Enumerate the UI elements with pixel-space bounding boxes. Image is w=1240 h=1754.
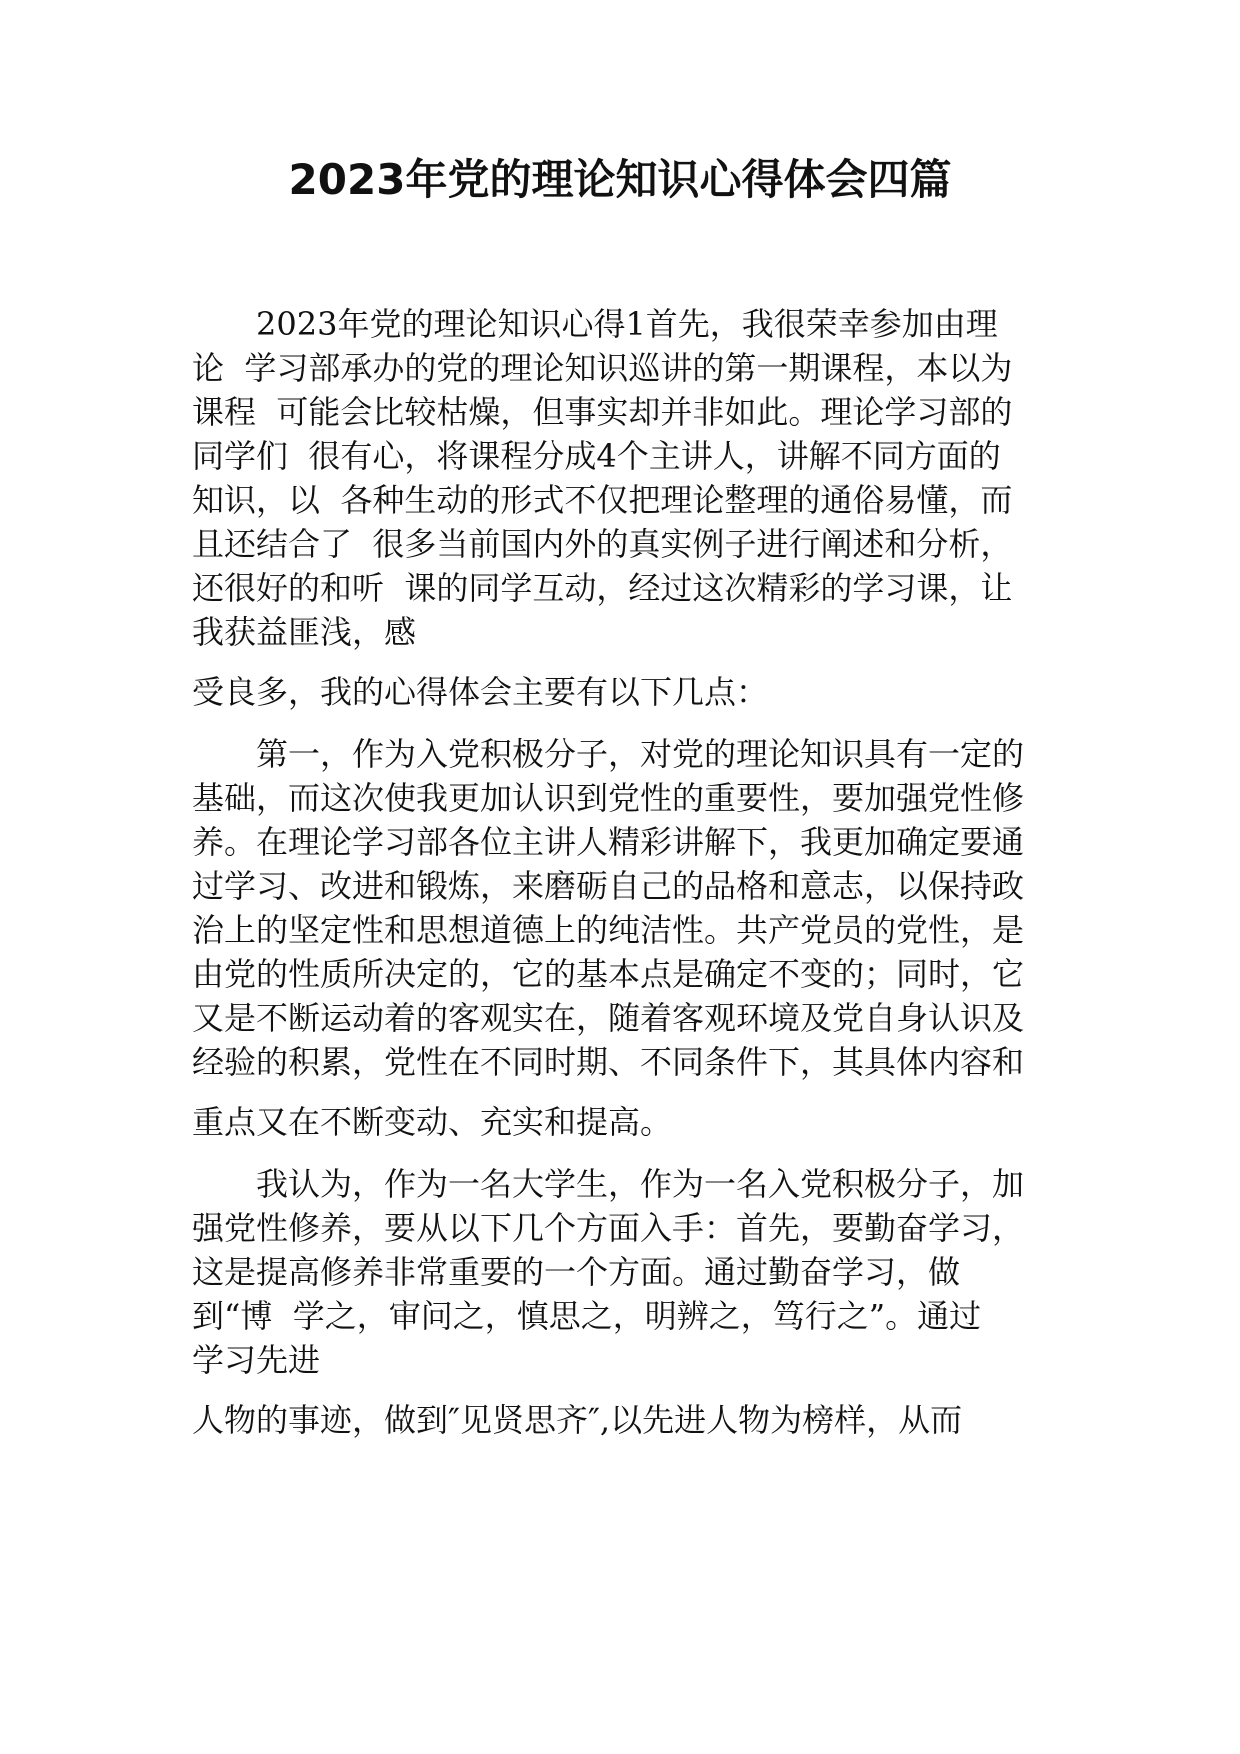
- body-line: 我获益匪浅，感: [192, 613, 417, 651]
- body-line: 同学们 很有心，将课程分成4个主讲人，讲解不同方面的: [192, 437, 1001, 475]
- body-line: 且还结合了 很多当前国内外的真实例子进行阐述和分析，: [192, 525, 1013, 563]
- body-line: 由党的性质所决定的，它的基本点是确定不变的；同时，它: [192, 955, 1025, 993]
- body-line: 论 学习部承办的党的理论知识巡讲的第一期课程，本以为: [192, 349, 1013, 387]
- body-line: 重点又在不断变动、充实和提高。: [192, 1103, 673, 1141]
- body-line: 还很好的和听 课的同学互动，经过这次精彩的学习课，让: [192, 569, 1013, 607]
- body-line: 学习先进: [192, 1341, 321, 1379]
- body-line: 2023年党的理论知识心得1首先，我很荣幸参加由理: [256, 305, 998, 343]
- body-line: 人物的事迹，做到″见贤思齐″,以先进人物为榜样，从而: [192, 1401, 963, 1439]
- body-line: 到“博 学之，审问之，慎思之，明辨之，笃行之”。通过: [192, 1297, 982, 1335]
- body-line: 又是不断运动着的客观实在，随着客观环境及党自身认识及: [192, 999, 1025, 1037]
- body-line: 强党性修养，要从以下几个方面入手：首先，要勤奋学习，: [192, 1209, 1025, 1247]
- body-line: 基础，而这次使我更加认识到党性的重要性，要加强党性修: [192, 779, 1025, 817]
- body-line: 课程 可能会比较枯燥，但事实却并非如此。理论学习部的: [192, 393, 1013, 431]
- body-line: 这是提高修养非常重要的一个方面。通过勤奋学习，做: [192, 1253, 961, 1291]
- body-line: 过学习、改进和锻炼，来磨砺自己的品格和意志，以保持政: [192, 867, 1025, 905]
- body-line: 治上的坚定性和思想道德上的纯洁性。共产党员的党性，是: [192, 911, 1025, 949]
- document-title: 2023年党的理论知识心得体会四篇: [288, 155, 952, 204]
- body-line: 我认为，作为一名大学生，作为一名入党积极分子，加: [256, 1165, 1025, 1203]
- body-line: 知识，以 各种生动的形式不仅把理论整理的通俗易懂，而: [192, 481, 1013, 519]
- body-line: 养。在理论学习部各位主讲人精彩讲解下，我更加确定要通: [192, 823, 1025, 861]
- body-line: 第一，作为入党积极分子，对党的理论知识具有一定的: [256, 735, 1025, 773]
- body-line: 受良多，我的心得体会主要有以下几点：: [192, 673, 769, 711]
- body-line: 经验的积累，党性在不同时期、不同条件下，其具体内容和: [192, 1043, 1025, 1081]
